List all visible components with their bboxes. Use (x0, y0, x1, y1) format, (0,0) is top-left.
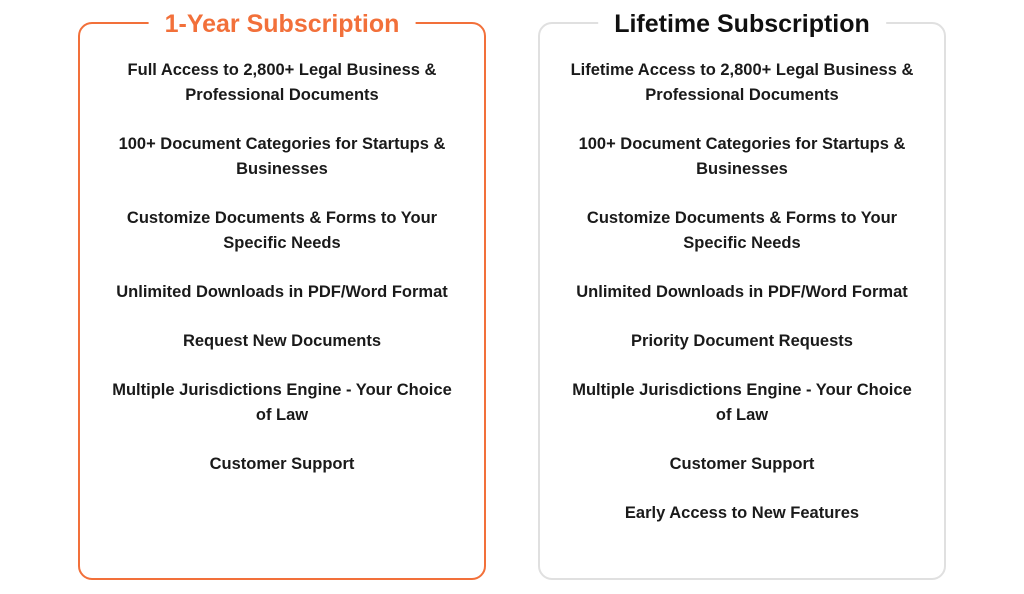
feature-list (558, 58, 926, 526)
plan-title: Lifetime Subscription (598, 7, 886, 41)
plan-card-lifetime (538, 10, 946, 580)
list-item: Full Access to 2,800+ Legal Business & Professional Documents (127, 61, 437, 104)
list-item: 100+ Document Categories for Startups & Businesses (578, 135, 906, 178)
list-item: Multiple Jurisdictions Engine - Your Choice of Law (572, 381, 912, 424)
list-item: Customer Support (669, 455, 815, 473)
list-item: Unlimited Downloads in PDF/Word Format (116, 283, 448, 301)
list-item: Customer Support (209, 455, 355, 473)
list-item: Request New Documents (182, 332, 382, 350)
plan-card-one-year (78, 10, 486, 580)
list-item: Customize Documents & Forms to Your Specific Needs (126, 209, 438, 252)
list-item: Unlimited Downloads in PDF/Word Format (576, 283, 908, 301)
list-item: 100+ Document Categories for Startups & Businesses (118, 135, 446, 178)
plan-title: 1-Year Subscription (149, 7, 416, 41)
list-item: Multiple Jurisdictions Engine - Your Choice of Law (112, 381, 452, 424)
list-item: Early Access to New Features (624, 504, 860, 522)
list-item: Customize Documents & Forms to Your Specific Needs (586, 209, 898, 252)
list-item: Lifetime Access to 2,800+ Legal Business & Professional Documents (570, 61, 914, 104)
list-item: Priority Document Requests (631, 332, 853, 350)
feature-list (98, 58, 466, 477)
